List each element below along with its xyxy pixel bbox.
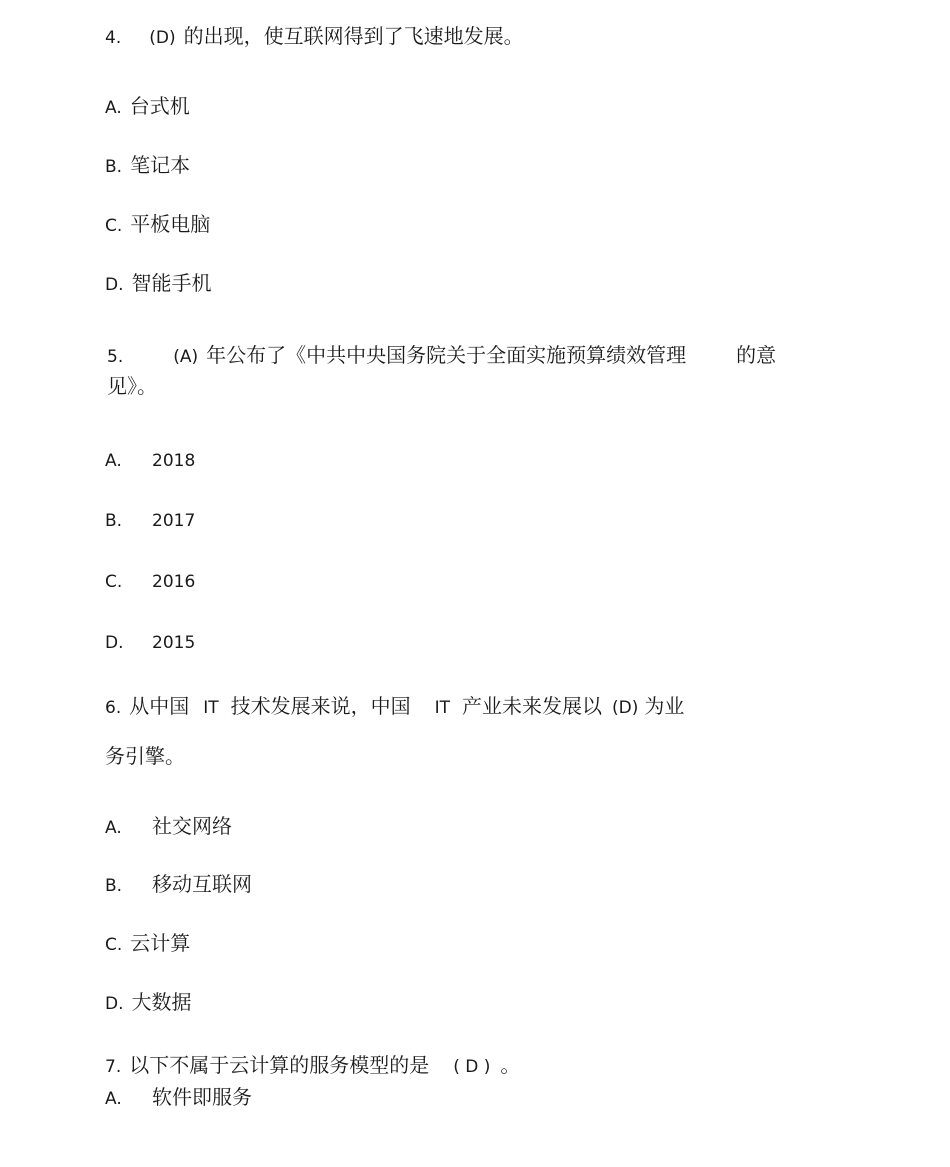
question-5-option-a: A. 2018 <box>105 451 196 471</box>
question-6-option-c: C. 云计算 <box>105 931 191 955</box>
question-5-option-b: B. 2017 <box>105 511 196 531</box>
question-7-option-a: A. 软件即服务 <box>105 1085 252 1109</box>
question-number: 7. <box>105 1057 122 1077</box>
answer-mark: (D) <box>149 28 176 48</box>
question-text-cont: 的意 <box>736 343 777 367</box>
question-5-stem <box>107 345 776 366</box>
question-6-option-a: A. 社交网络 <box>105 814 232 838</box>
question-4-stem <box>105 26 524 47</box>
question-4-option-c: C. 平板电脑 <box>105 212 211 236</box>
question-text: 的出现，使互联网得到了飞速地发展。 <box>183 24 524 48</box>
question-4-option-d: D. 智能手机 <box>105 271 212 295</box>
question-4-option-b: B. 笔记本 <box>105 153 191 177</box>
question-5-option-c: C. 2016 <box>105 572 196 592</box>
question-6-option-b: B. 移动互联网 <box>105 872 252 896</box>
question-4-option-a: A. 台式机 <box>105 94 190 118</box>
question-5-stem-line2: 见》。 <box>107 374 157 398</box>
question-text: 以下不属于云计算的服务模型的是 <box>129 1053 430 1077</box>
question-6-stem-line2: 务引擎。 <box>105 744 185 768</box>
question-number: 5. <box>107 347 124 367</box>
answer-mark: (A) <box>173 347 199 367</box>
answer-mark: ( D ) <box>453 1057 491 1077</box>
question-6-option-d: D. 大数据 <box>105 990 192 1014</box>
question-number: 4. <box>105 28 122 48</box>
question-text: 年公布了《中共中央国务院关于全面实施预算绩效管理 <box>206 343 687 367</box>
question-5-option-d: D. 2015 <box>105 633 196 653</box>
question-6-stem: 6. 从中国 IT 技术发展来说，中国 IT 产业未来发展以 (D) 为业 <box>105 694 685 718</box>
question-number: 6. <box>105 698 122 718</box>
answer-mark: (D) <box>612 698 639 718</box>
question-7-stem: 7. 以下不属于云计算的服务模型的是 ( D ) 。 <box>105 1053 521 1077</box>
